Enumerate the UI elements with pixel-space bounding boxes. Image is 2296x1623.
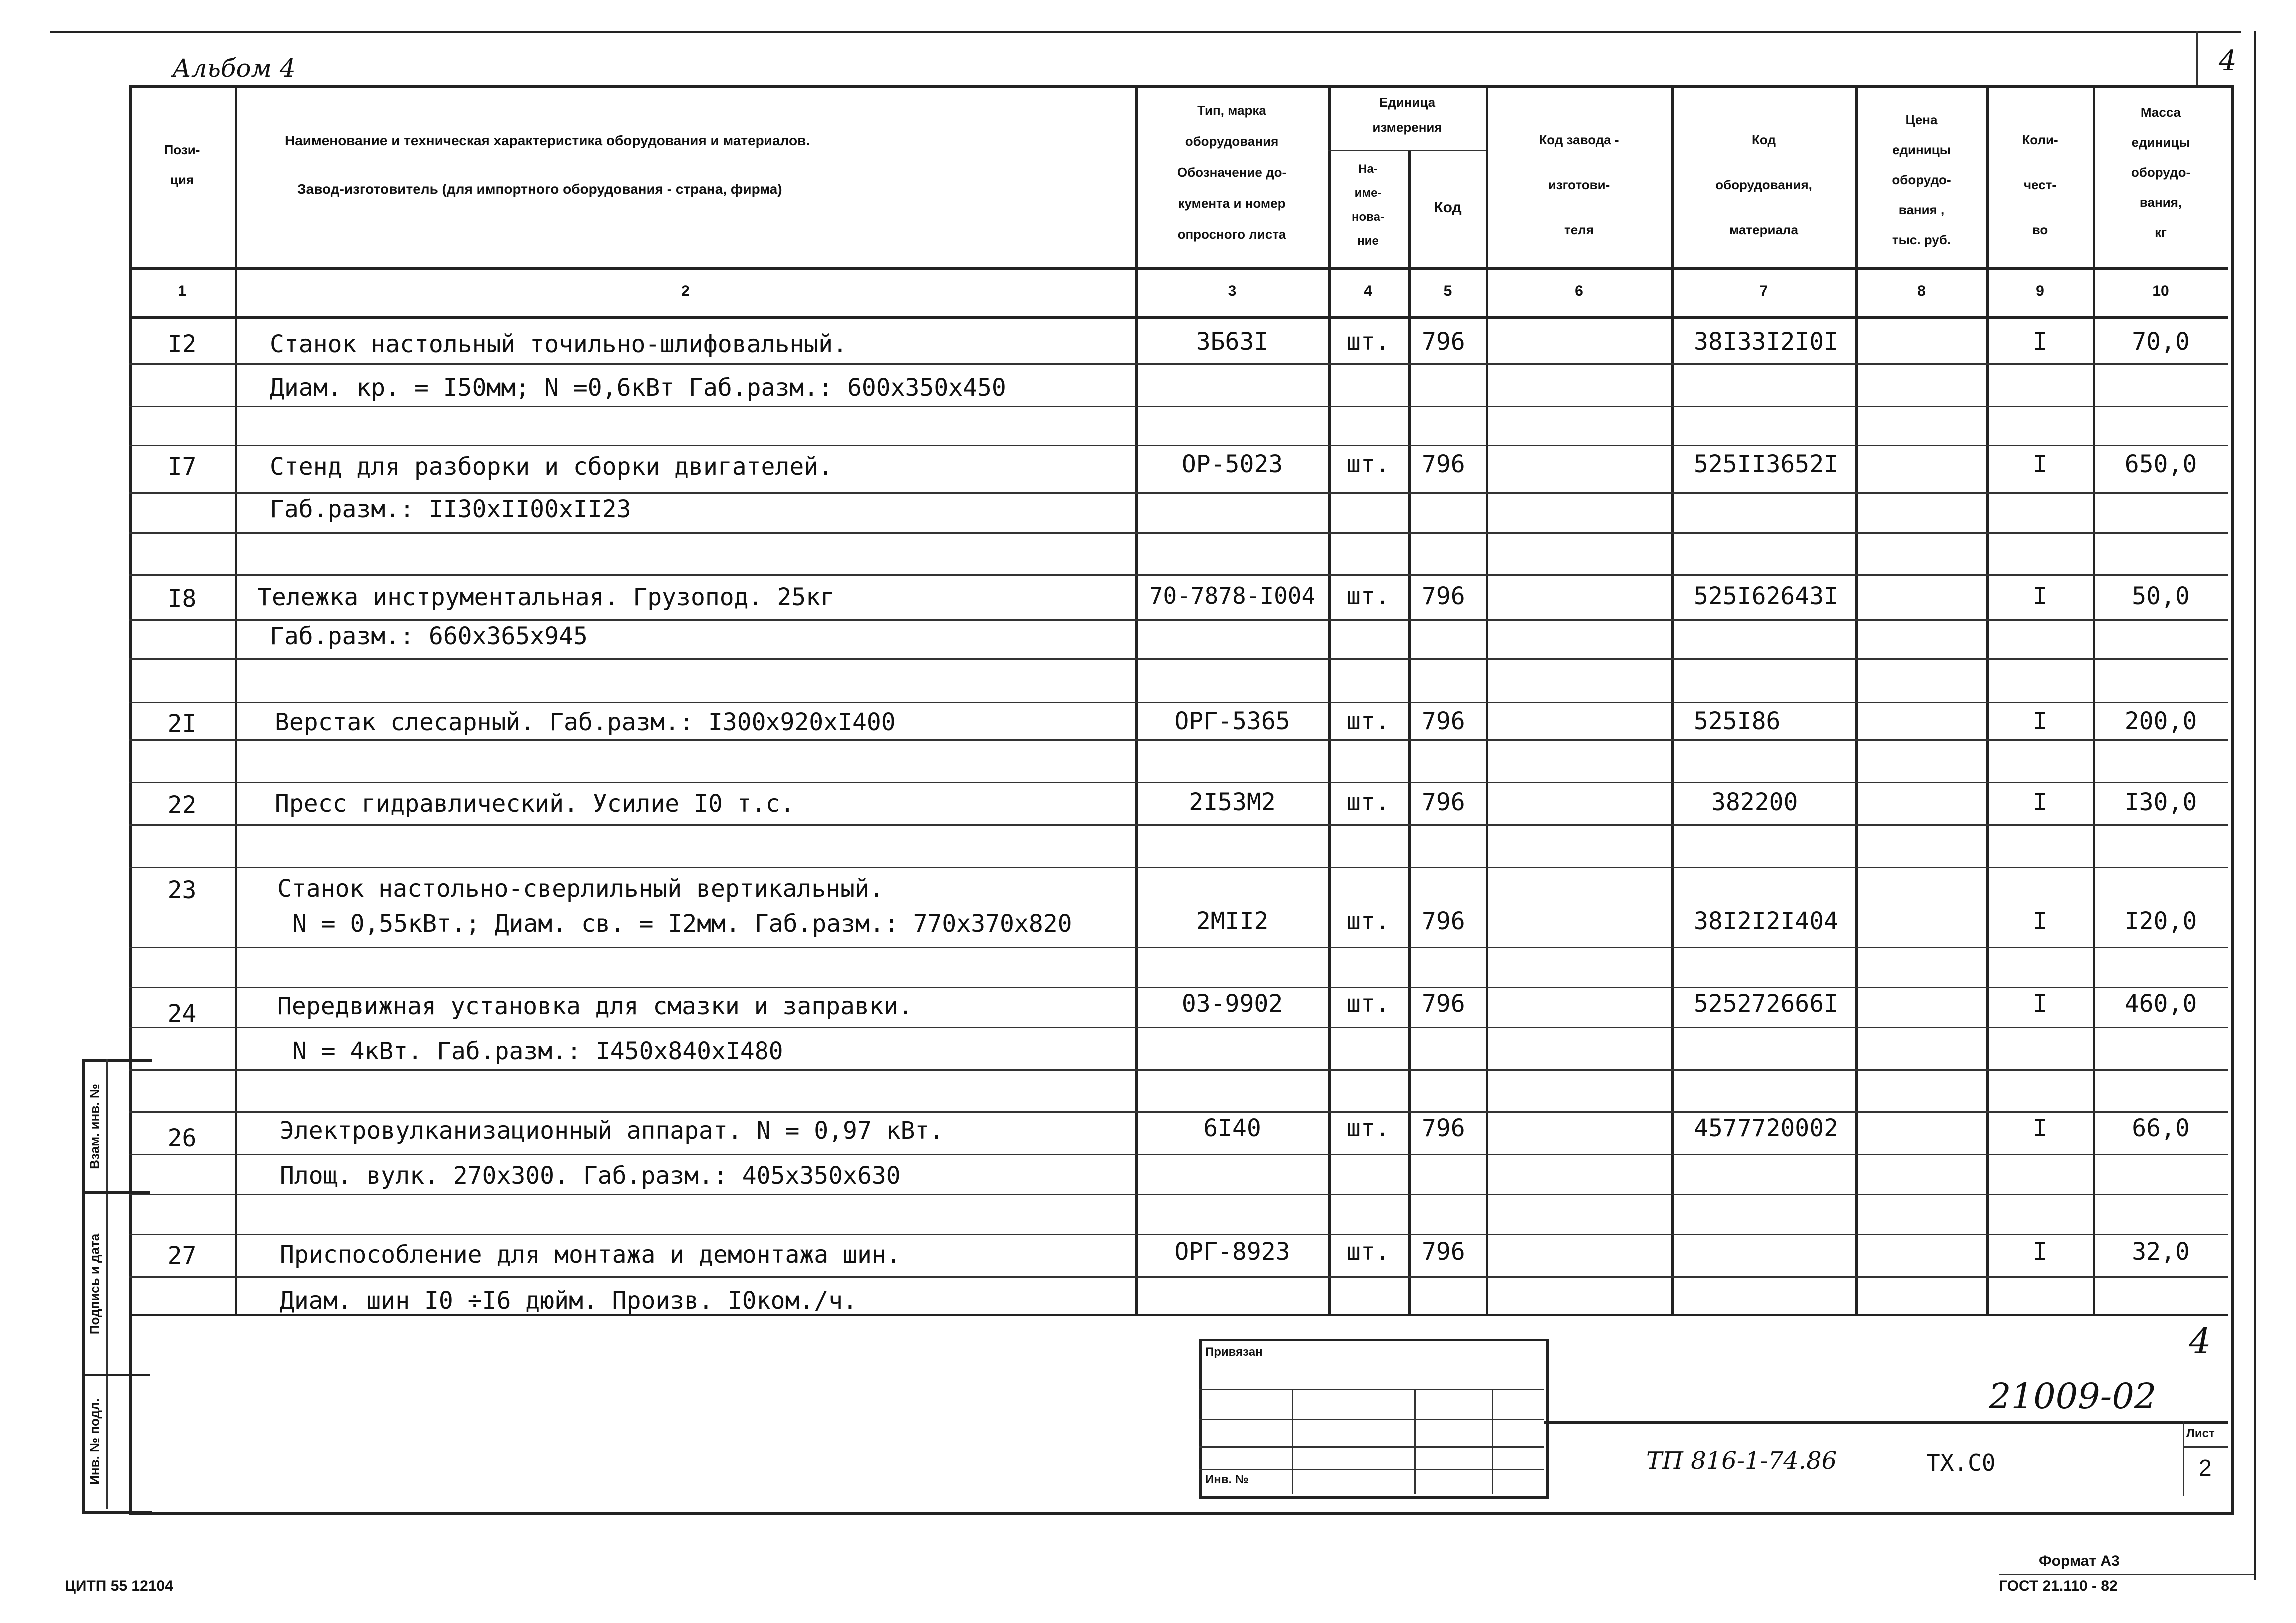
row-mass: I20,0: [2124, 907, 2197, 935]
colnum-7: 7: [1759, 283, 1768, 299]
row-line: [129, 824, 2228, 826]
row-unit-code: 796: [1422, 450, 1465, 478]
project-code-text: ТП 816-1-74.86: [1646, 1447, 1837, 1475]
row-position: I7: [167, 453, 197, 481]
colnum-bottom-line: [129, 316, 2228, 319]
header-mass: [2095, 97, 2226, 247]
side-stamp-divider: [106, 1059, 108, 1509]
colnum-8: 8: [1917, 283, 1926, 299]
right-rule: [2254, 31, 2256, 1580]
row-position: 24: [167, 1000, 197, 1028]
row-line: [129, 947, 2228, 948]
row-unit: шт.: [1346, 1238, 1390, 1266]
top-rule: [50, 31, 2241, 33]
header-name-line1: Наименование и техническая характеристика оборудования и материалов.: [285, 133, 810, 148]
row-line: [129, 445, 2228, 446]
row-name: Стенд для разборки и сборки двигателей.: [270, 453, 833, 481]
row-position: 23: [167, 876, 197, 904]
sheet-label: Лист: [2186, 1427, 2215, 1440]
row-quantity: I: [2033, 788, 2047, 816]
row-name: Тележка инструментальная. Грузопод. 25кг: [257, 583, 835, 611]
header-unit-group-text: Единица измерения: [1372, 95, 1442, 135]
row-unit-code: 796: [1422, 990, 1465, 1018]
header-unit-code-text: Код: [1434, 199, 1462, 216]
row-equipment-code: 4577720002: [1694, 1114, 1838, 1142]
row-line: [129, 574, 2228, 576]
row-equipment-code: 525II3652I: [1694, 450, 1838, 478]
header-factory-code-text: Код завода - изготови- теля: [1539, 132, 1619, 237]
header-position: [131, 135, 233, 195]
corner-divider: [2196, 31, 2198, 86]
row-quantity: I: [2033, 1114, 2047, 1142]
row-name: Верстак слесарный. Габ.разм.: I300х920хI400: [275, 708, 896, 736]
row-type: 70-7878-I004: [1149, 582, 1316, 609]
row-quantity: I: [2033, 450, 2047, 478]
row-mass: 460,0: [2124, 990, 2197, 1018]
header-position-text: Пози- ция: [164, 142, 200, 187]
header-price: [1858, 105, 1985, 255]
row-line: [129, 658, 2228, 660]
row-unit: шт.: [1346, 707, 1390, 735]
side-label-signature: Подпись и дата: [87, 1233, 102, 1335]
row-detail: Диам. кр. = I50мм; N =0,6кВт Габ.разм.: 600х350х450: [270, 374, 1006, 402]
title-block-top: [1544, 1421, 2228, 1424]
row-unit-code: 796: [1422, 1238, 1465, 1266]
row-line: [129, 1154, 2228, 1155]
row-detail: N = 4кВт. Габ.разм.: I450х840хI480: [292, 1037, 783, 1065]
row-type: 03-9902: [1181, 990, 1283, 1018]
header-type-text: Тип, марка оборудования Обозначение до- кумента и номер опросного листа: [1177, 103, 1287, 242]
row-line: [129, 1111, 2228, 1113]
row-unit: шт.: [1346, 788, 1390, 816]
row-line: [129, 1276, 2228, 1278]
row-unit: шт.: [1346, 990, 1390, 1018]
side-stamp-line-1: [82, 1191, 150, 1194]
row-mass: 70,0: [2132, 328, 2190, 356]
row-line: [129, 782, 2228, 783]
header-name-line2: Завод-изготовитель (для импортного оборудования - страна, фирма): [297, 181, 782, 197]
side-stamp-line-2: [82, 1374, 150, 1376]
header-mass-text: Масса единицы оборудо- вания, кг: [2131, 105, 2191, 240]
row-unit: шт.: [1346, 1114, 1390, 1142]
row-unit-code: 796: [1422, 328, 1465, 356]
header-bottom-line: [129, 267, 2228, 270]
row-name: Станок настольно-сверлильный вертикальный.: [277, 875, 884, 903]
header-quantity-text: Коли- чест- во: [2022, 132, 2058, 237]
row-mass: 650,0: [2124, 450, 2197, 478]
header-unit-group: [1329, 90, 1485, 140]
row-line: [129, 987, 2228, 988]
colnum-3: 3: [1228, 283, 1237, 299]
row-line: [129, 1194, 2228, 1195]
album-label: Альбом 4: [172, 54, 296, 83]
row-detail: Габ.разм.: 660х365х945: [270, 622, 588, 650]
document-number: 21009-02: [1989, 1376, 2157, 1417]
row-equipment-code: 525I86: [1694, 707, 1781, 735]
row-unit-code: 796: [1422, 907, 1465, 935]
sheet-handwritten: 4: [2189, 1321, 2211, 1362]
row-type: 2I53М2: [1189, 788, 1276, 816]
header-price-text: Цена единицы оборудо- вания , тыс. руб.: [1892, 112, 1951, 247]
row-line: [129, 619, 2228, 621]
row-mass: I30,0: [2124, 788, 2197, 816]
header-equipment-code: [1674, 117, 1854, 252]
footer-format: Формат А3: [2039, 1553, 2120, 1569]
row-quantity: I: [2033, 707, 2047, 735]
sheet-number: 2: [2199, 1455, 2212, 1481]
row-quantity: I: [2033, 328, 2047, 356]
row-name: Электровулканизационный аппарат. N = 0,97 кВт.: [280, 1117, 944, 1145]
colnum-10: 10: [2152, 283, 2169, 299]
row-equipment-code: 38I33I2I0I: [1694, 328, 1838, 356]
row-detail: Диам. шин I0 ÷I6 дюйм. Произв. I0ком./ч.: [280, 1287, 857, 1315]
header-equipment-code-text: Код оборудования, материала: [1715, 132, 1812, 237]
col-line-4: [1408, 150, 1411, 1314]
privyazan-vline-2: [1414, 1389, 1416, 1494]
row-position: 26: [167, 1124, 197, 1152]
row-unit: шт.: [1346, 450, 1390, 478]
row-equipment-code: 38I2I2I404: [1694, 907, 1838, 935]
colnum-4: 4: [1364, 283, 1372, 299]
colnum-5: 5: [1443, 283, 1452, 299]
row-unit-code: 796: [1422, 788, 1465, 816]
col-line-7: [1855, 85, 1858, 1314]
row-type: 2МII2: [1196, 907, 1269, 935]
header-unit-name-text: На- име- нова- ние: [1352, 162, 1384, 248]
row-line: [129, 1234, 2228, 1235]
project-code: [1646, 1449, 1837, 1473]
sheet-box-line: [2183, 1446, 2228, 1448]
header-unit-code: [1410, 192, 1485, 223]
row-line: [129, 1027, 2228, 1028]
row-mass: 200,0: [2124, 707, 2197, 735]
row-mass: 50,0: [2132, 582, 2190, 610]
footer-rule: [1999, 1574, 2254, 1575]
row-type: 3Б63I: [1196, 328, 1269, 356]
row-mass: 32,0: [2132, 1238, 2190, 1266]
row-detail: Габ.разм.: II30хII00хII23: [270, 495, 631, 523]
privyazan-vline-3: [1492, 1389, 1493, 1494]
row-quantity: I: [2033, 907, 2047, 935]
row-quantity: I: [2033, 1238, 2047, 1266]
row-line: [129, 1069, 2228, 1071]
row-position: 2I: [167, 710, 197, 738]
footer-gost: ГОСТ 21.110 - 82: [1999, 1578, 2118, 1594]
unit-group-line: [1328, 150, 1486, 151]
row-position: I8: [167, 585, 197, 613]
row-position: I2: [167, 330, 197, 358]
row-name: Передвижная установка для смазки и заправки.: [277, 992, 913, 1020]
row-quantity: I: [2033, 582, 2047, 610]
row-line: [129, 532, 2228, 534]
footer-code: ЦИТП 55 12104: [65, 1578, 173, 1594]
row-name: Приспособление для монтажа и демонтажа шин.: [280, 1241, 901, 1269]
colnum-1: 1: [178, 283, 186, 299]
row-quantity: I: [2033, 990, 2047, 1018]
colnum-9: 9: [2036, 283, 2044, 299]
privyazan-vline-1: [1292, 1389, 1293, 1494]
row-mass: 66,0: [2132, 1114, 2190, 1142]
row-unit-code: 796: [1422, 707, 1465, 735]
inv-no-label: Инв. №: [1205, 1473, 1249, 1486]
header-quantity: [1989, 117, 2091, 252]
col-line-1: [235, 85, 237, 1314]
drawing-mark: ТХ.С0: [1926, 1449, 1996, 1476]
row-unit-code: 796: [1422, 582, 1465, 610]
header-type: [1137, 95, 1327, 250]
row-unit: шт.: [1346, 582, 1390, 610]
row-line: [129, 492, 2228, 494]
row-type: ОР-5023: [1181, 450, 1283, 478]
row-unit: шт.: [1346, 907, 1390, 935]
colnum-2: 2: [681, 283, 690, 299]
privyazan-label: Привязан: [1205, 1345, 1263, 1359]
row-equipment-code: 525I62643I: [1694, 582, 1838, 610]
side-label-inv: Инв. № подл.: [87, 1398, 102, 1485]
row-unit: шт.: [1346, 328, 1390, 356]
row-line: [129, 702, 2228, 703]
row-equipment-code: 382200: [1711, 788, 1798, 816]
row-name: Станок настольный точильно-шлифовальный.: [270, 330, 847, 358]
row-detail: Площ. вулк. 270х300. Габ.разм.: 405х350х630: [280, 1162, 901, 1190]
row-line: [129, 867, 2228, 868]
corner-page-number: 4: [2219, 45, 2237, 77]
sheet-box-divider: [2183, 1421, 2184, 1496]
row-type: 6I40: [1203, 1114, 1261, 1142]
row-line: [129, 363, 2228, 365]
colnum-6: 6: [1575, 283, 1583, 299]
row-name: Пресс гидравлический. Усилие I0 т.с.: [275, 790, 795, 818]
header-unit-name: [1329, 157, 1407, 253]
row-unit-code: 796: [1422, 1114, 1465, 1142]
col-line-6: [1671, 85, 1674, 1314]
row-equipment-code: 525272666I: [1694, 990, 1838, 1018]
row-line: [129, 739, 2228, 741]
header-factory-code: [1488, 117, 1670, 252]
row-position: 27: [167, 1242, 197, 1270]
row-type: ОРГ-5365: [1174, 707, 1290, 735]
col-line-5: [1486, 85, 1488, 1314]
row-position: 22: [167, 791, 197, 819]
row-type: ОРГ-8923: [1174, 1238, 1290, 1266]
row-line: [129, 406, 2228, 407]
side-label-vzam: Взам. инв. №: [87, 1084, 102, 1169]
row-detail: N = 0,55кВт.; Диам. св. = I2мм. Габ.разм.: 770х370х820: [292, 910, 1072, 938]
